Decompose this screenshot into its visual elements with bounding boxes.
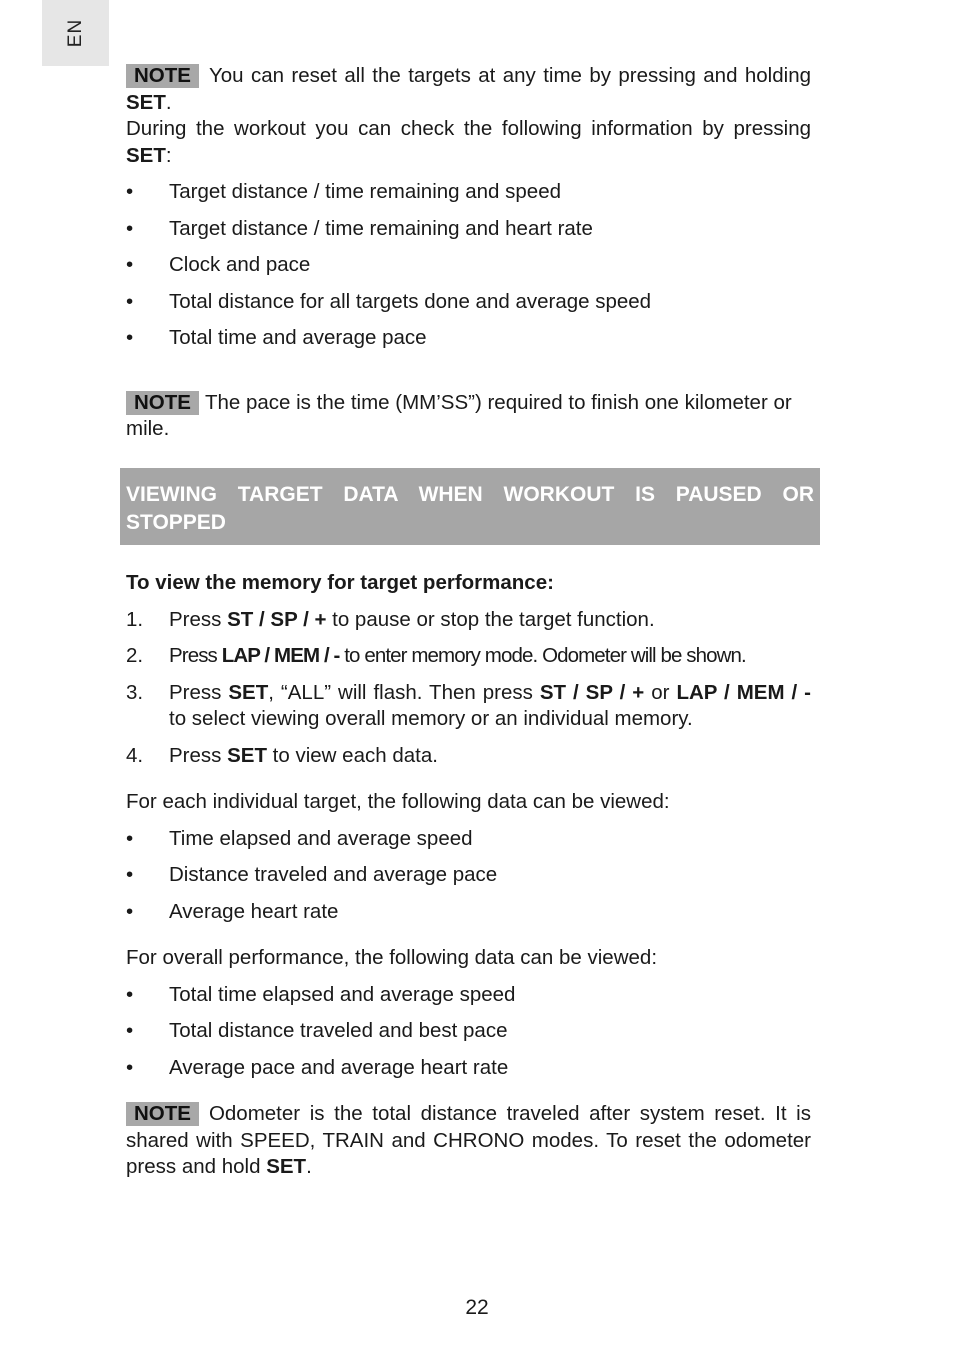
note-odometer: NOTE Odometer is the total distance traveled after system reset. It is shared with SPEED, TRAIN and CHRONO modes. To reset the odometer press and hold SET. (126, 1102, 811, 1178)
overall-data-list (126, 982, 811, 1082)
individual-data-list (126, 826, 811, 926)
note-reset-targets: NOTE You can reset all the targets at any time by pressing and holding SET. (126, 64, 811, 114)
list-item: • Total distance traveled and best pace (126, 1018, 811, 1045)
section-heading: VIEWING TARGET DATA WHEN WORKOUT IS PAUSED OR STOPPED (120, 468, 820, 545)
step-number: 2. (126, 644, 144, 667)
step-number: 3. (126, 680, 144, 704)
bullet-icon: • (126, 826, 134, 850)
memory-intro: To view the memory for target performance: (126, 571, 554, 594)
language-tab (42, 0, 109, 66)
bullet-icon: • (126, 216, 134, 240)
memory-section (126, 570, 811, 1181)
memory-steps (126, 607, 811, 770)
page-content (126, 63, 811, 443)
step-number: 1. (126, 607, 144, 631)
workout-info-list (126, 179, 811, 352)
bullet-icon: • (126, 1055, 134, 1079)
list-item: • Average pace and average heart rate (126, 1055, 811, 1082)
list-item: • Target distance / time remaining and heart rate (126, 216, 811, 243)
bullet-icon: • (126, 1019, 134, 1042)
bullet-icon: • (126, 982, 134, 1006)
list-item: • Total distance for all targets done and average speed (126, 289, 811, 316)
list-item: • Clock and pace (126, 252, 811, 279)
list-item: • Average heart rate (126, 899, 811, 926)
step-item: 4. Press SET to view each data. (126, 743, 811, 770)
note-pace-definition: NOTE The pace is the time (MM’SS”) required to finish one kilometer or mile. (126, 390, 792, 440)
step-item: 2. Press LAP / MEM / - to enter memory mode. Odometer will be shown. (126, 643, 811, 670)
overall-intro: For overall performance, the following data can be viewed: (126, 946, 658, 969)
list-item: • Total time elapsed and average speed (126, 982, 811, 1009)
bullet-icon: • (126, 863, 134, 886)
list-item: • Total time and average pace (126, 325, 811, 352)
list-item: • Distance traveled and average pace (126, 862, 811, 889)
workout-info-intro: During the workout you can check the following information by pressing SET: (126, 117, 811, 167)
step-item: 1. Press ST / SP / + to pause or stop the target function. (126, 607, 811, 634)
bullet-icon: • (126, 253, 134, 276)
bullet-icon: • (126, 326, 134, 349)
individual-intro: For each individual target, the following data can be viewed: (126, 790, 670, 813)
bullet-icon: • (126, 289, 134, 313)
step-number: 4. (126, 743, 144, 767)
note-label: NOTE (126, 1102, 199, 1126)
note-label: NOTE (126, 391, 199, 415)
list-item: • Target distance / time remaining and speed (126, 179, 811, 206)
bullet-icon: • (126, 899, 134, 923)
step-item: 3. Press SET, “ALL” will flash. Then press ST / SP / + or LAP / MEM / - to select viewing overall memory or an individual memory. (126, 680, 811, 730)
page-number: 22 (465, 1296, 489, 1319)
bullet-icon: • (126, 180, 134, 203)
note-label: NOTE (126, 64, 199, 88)
list-item: • Time elapsed and average speed (126, 826, 811, 853)
language-label: EN (64, 18, 86, 48)
